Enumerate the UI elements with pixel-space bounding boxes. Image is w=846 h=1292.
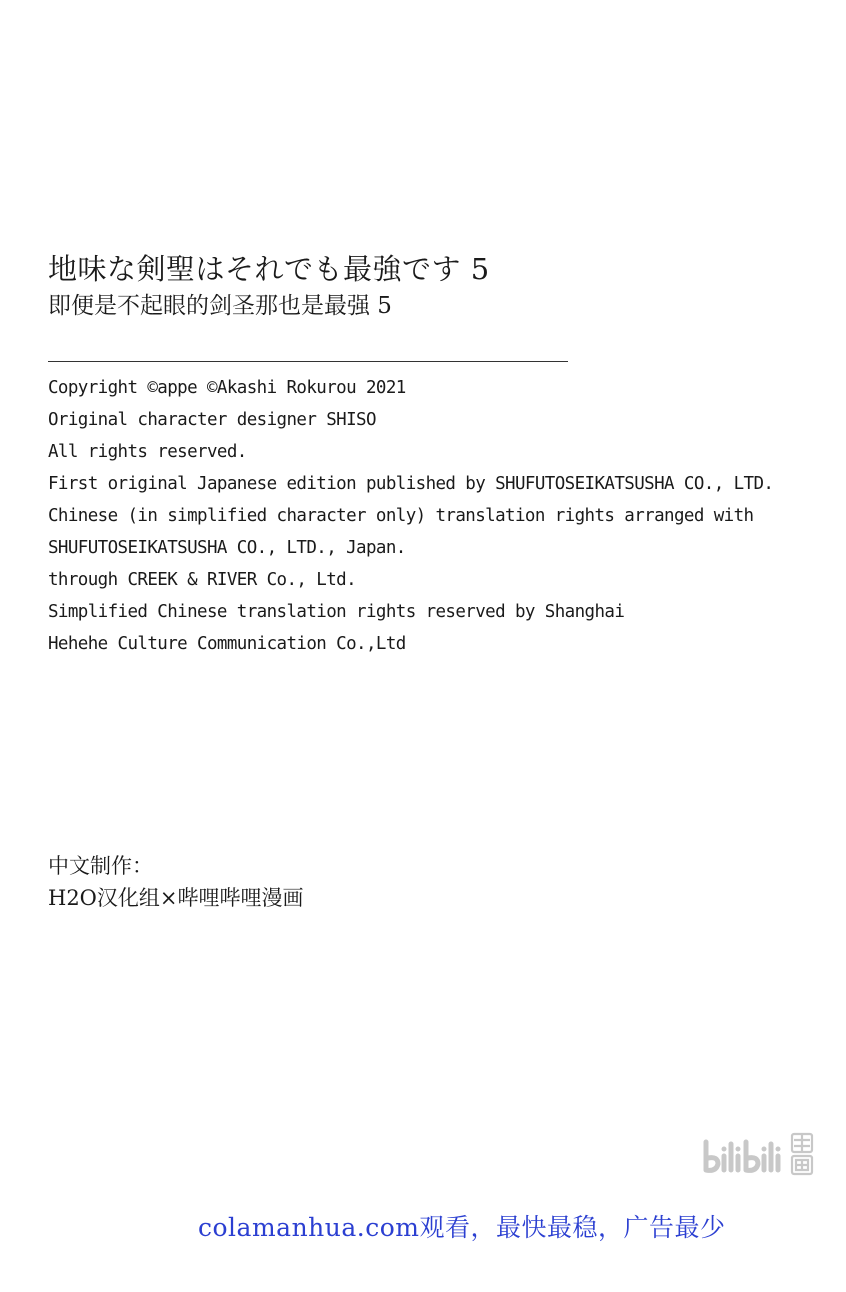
copyright-line: First original Japanese edition published by SHUFUTOSEIKATSUSHA CO., LTD. <box>48 474 774 494</box>
copyright-line: Hehehe Culture Communication Co.,Ltd <box>48 634 406 654</box>
copyright-line: Original character designer SHISO <box>48 410 376 430</box>
title-japanese: 地味な剣聖はそれでも最強です 5 <box>48 252 490 286</box>
credits-label: 中文制作： <box>48 854 153 878</box>
copyright-line: through CREEK & RIVER Co., Ltd. <box>48 570 357 590</box>
bilibili-logo-icon <box>700 1128 818 1178</box>
copyright-line: All rights reserved. <box>48 442 247 462</box>
copyright-line: SHUFUTOSEIKATSUSHA CO., LTD., Japan. <box>48 538 406 558</box>
copyright-line: Chinese (in simplified character only) translation rights arranged with <box>48 506 754 526</box>
credits-value: H2O汉化组×哔哩哔哩漫画 <box>48 886 304 910</box>
divider-line <box>48 361 568 362</box>
copyright-line: Copyright ©appe ©Akashi Rokurou 2021 <box>48 378 406 398</box>
copyright-line: Simplified Chinese translation rights reserved by Shanghai <box>48 602 625 622</box>
bilibili-manga-watermark-logo <box>700 1128 818 1178</box>
site-promo-text: colamanhua.com观看，最快最稳，广告最少 <box>198 1213 726 1242</box>
title-chinese: 即便是不起眼的剑圣那也是最强 5 <box>48 293 392 319</box>
copyright-block <box>48 372 838 660</box>
